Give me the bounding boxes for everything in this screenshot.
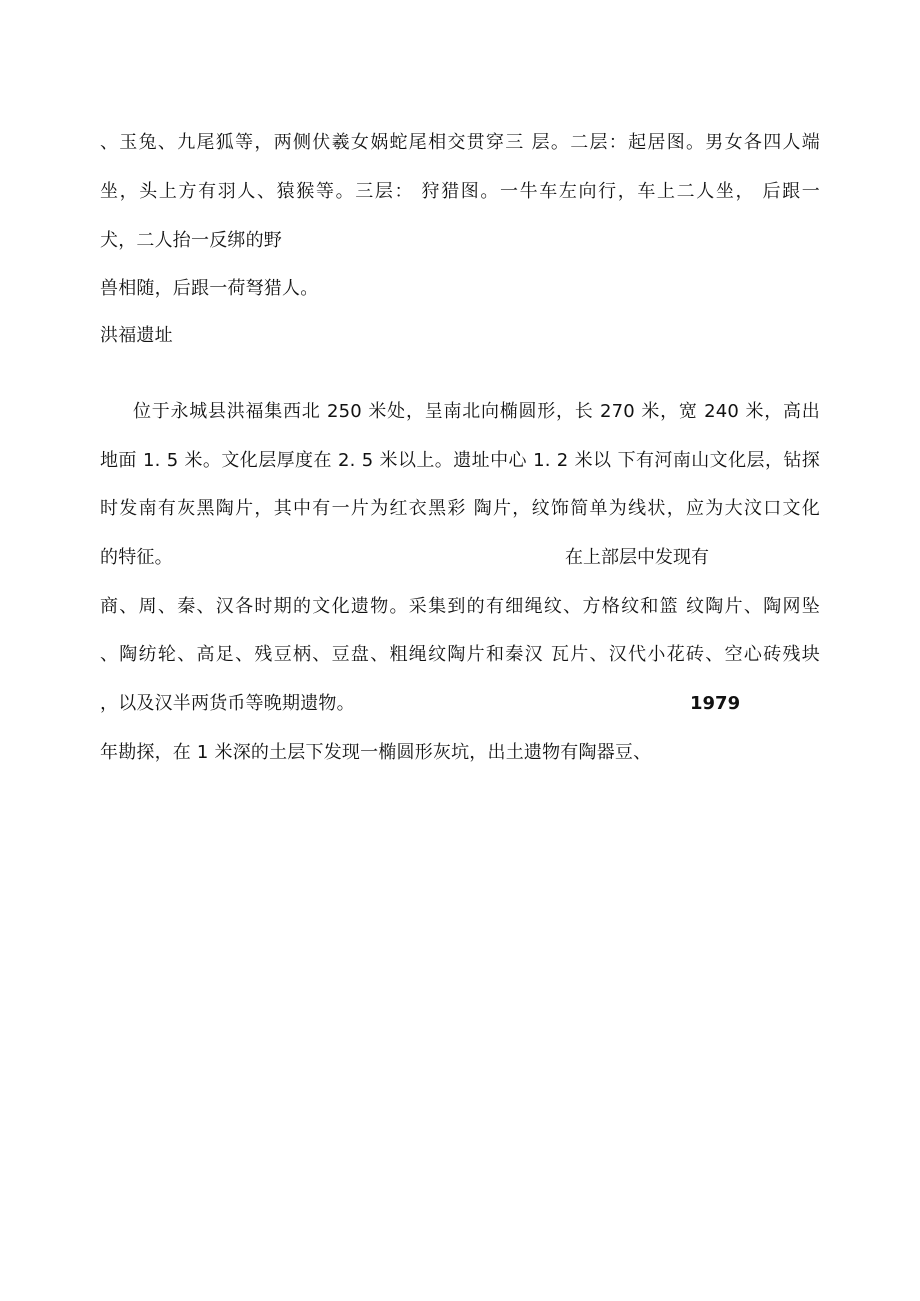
paragraph-line: 商、周、秦、汉各时期的文化遗物。采集到的有细绳纹、方格纹和篮 纹陶片、陶网坠 (100, 596, 820, 617)
paragraph-line-fragment: 1979 (690, 693, 741, 714)
paragraph-line: 犬，二人抬一反绑的野 (100, 230, 282, 251)
paragraph-line: 位于永城县洪福集西北 250 米处，呈南北向椭圆形，长 270 米，宽 240 米，高出 (133, 401, 820, 422)
paragraph-line: 时发南有灰黑陶片，其中有一片为红衣黑彩 陶片，纹饰简单为线状，应为大汶口文化 (100, 498, 820, 519)
paragraph-line-fragment: 在上部层中发现有 (565, 547, 709, 568)
paragraph-line: 、陶纺轮、高足、残豆柄、豆盘、粗绳纹陶片和秦汉 瓦片、汉代小花砖、空心砖残块 (100, 644, 820, 665)
paragraph-line: ，以及汉半两货币等晚期遗物。 (100, 693, 355, 714)
paragraph-line: 的特征。 (100, 547, 173, 568)
paragraph-line: 坐，头上方有羽人、猿猴等。三层： 狩猎图。一牛车左向行，车上二人坐， 后跟一 (100, 181, 820, 202)
paragraph-line: 、玉兔、九尾狐等，两侧伏羲女娲蛇尾相交贯穿三 层。二层：起居图。男女各四人端 (100, 132, 820, 153)
paragraph-line: 年勘探，在 1 米深的土层下发现一椭圆形灰坑，出土遗物有陶器豆、 (100, 742, 652, 763)
section-heading: 洪福遗址 (100, 325, 173, 346)
paragraph-line: 地面 1. 5 米。文化层厚度在 2. 5 米以上。遗址中心 1. 2 米以 下有河南山文化层，钻探 (100, 450, 820, 471)
paragraph-line: 兽相随，后跟一荷弩猎人。 (100, 278, 319, 299)
